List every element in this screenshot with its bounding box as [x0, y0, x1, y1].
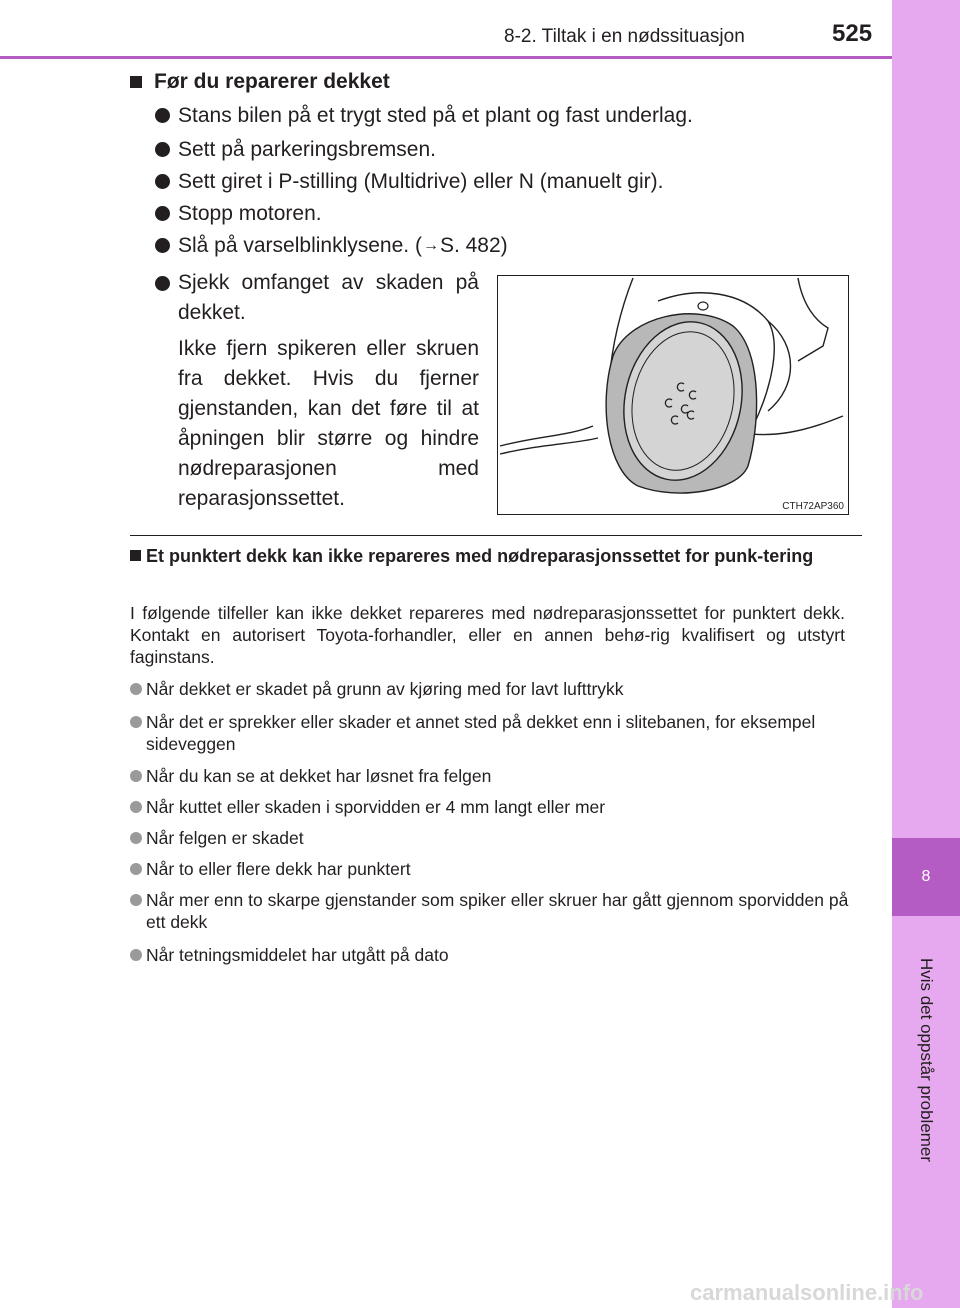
bullet-icon — [130, 949, 142, 961]
list-item-text: Når felgen er skadet — [146, 828, 304, 848]
list-item — [130, 889, 855, 933]
tire-figure — [497, 275, 849, 515]
chapter-number-tab[interactable]: 8 — [892, 838, 960, 916]
square-bullet-icon — [130, 76, 142, 88]
list-item-text: Når dekket er skadet på grunn av kjøring med for lavt lufttrykk — [146, 679, 624, 699]
bullet-icon — [130, 832, 142, 844]
page-reference-link[interactable]: S. 482) — [439, 234, 508, 257]
step-item — [155, 134, 436, 165]
bullet-icon — [155, 174, 170, 189]
note-heading-text: Et punktert dekk kan ikke repareres med nødreparasjonssettet for punk-tering — [146, 546, 814, 566]
watermark: carmanualsonline.info — [690, 1280, 924, 1305]
bullet-icon — [130, 716, 142, 728]
list-item-text: Når du kan se at dekket har løsnet fra felgen — [146, 766, 492, 786]
note-intro: I følgende tilfeller kan ikke dekket repareres med nødreparasjonssettet for punktert dekk. Kontakt en autorisert Toyota-forhandler, eller en annen behø-rig kvalifisert og utstyrt faginstans. — [130, 603, 845, 667]
step-text: Stans bilen på et trygt sted på et plant og fast underlag. — [178, 104, 693, 127]
page-number: 525 — [832, 20, 873, 47]
step-text: Sett på parkeringsbremsen. — [178, 138, 436, 161]
step-item-hazard — [155, 230, 508, 261]
bullet-icon — [155, 108, 170, 123]
step-text-prefix: Slå på varselblinklysene. ( — [178, 234, 422, 257]
header-rule — [0, 56, 892, 59]
list-item-text: Når det er sprekker eller skader et annet sted på dekket enn i slitebanen, for eksempel sideveggen — [146, 712, 816, 754]
before-repair-heading-text: Før du reparerer dekket — [154, 70, 390, 93]
figure-code: CTH72AP360 — [782, 501, 844, 512]
step-item — [155, 100, 693, 131]
check-note: Ikke fjern spikeren eller skruen fra dekket. Hvis du fjerner gjenstanden, kan det føre til at åpningen blir større og hindre nødreparasjonen med reparasjonssettet. — [178, 337, 479, 510]
list-item-text: Når kuttet eller skaden i sporvidden er 4 mm langt eller mer — [146, 797, 606, 817]
before-repair-heading — [130, 70, 390, 94]
list-item — [130, 765, 855, 787]
square-bullet-icon — [130, 550, 141, 561]
chapter-title: Hvis det oppstår problemer — [917, 957, 936, 1163]
step-text: Sett giret i P-stilling (Multidrive) eller N (manuelt gir). — [178, 170, 664, 193]
check-damage-block — [155, 268, 479, 514]
bullet-icon — [155, 276, 170, 291]
section-title: 8-2. Tiltak i en nødssituasjon — [504, 26, 745, 47]
list-item-text: Når to eller flere dekk har punktert — [146, 859, 411, 879]
step-item-check — [155, 268, 479, 328]
list-item — [130, 827, 855, 849]
step-text: Stopp motoren. — [178, 202, 322, 225]
bullet-icon — [130, 801, 142, 813]
section-divider — [130, 535, 862, 536]
tire-illustration-icon — [498, 276, 848, 514]
bullet-icon — [155, 206, 170, 221]
arrow-right-icon: → — [422, 237, 439, 254]
list-item — [130, 711, 855, 755]
list-item — [130, 858, 855, 880]
bullet-icon — [130, 894, 142, 906]
step-text: Sjekk omfanget av skaden på dekket. — [178, 271, 479, 324]
list-item — [130, 796, 855, 818]
note-heading — [130, 545, 855, 568]
step-item — [155, 198, 322, 229]
bullet-icon — [155, 238, 170, 253]
list-item-text: Når mer enn to skarpe gjenstander som spiker eller skruer har gått gjennom sporvidden på ett dekk — [146, 890, 849, 932]
bullet-icon — [130, 863, 142, 875]
step-item — [155, 166, 663, 197]
list-item — [130, 944, 855, 966]
list-item-text: Når tetningsmiddelet har utgått på dato — [146, 945, 449, 965]
bullet-icon — [130, 683, 142, 695]
bullet-icon — [155, 142, 170, 157]
bullet-icon — [130, 770, 142, 782]
list-item — [130, 678, 855, 700]
